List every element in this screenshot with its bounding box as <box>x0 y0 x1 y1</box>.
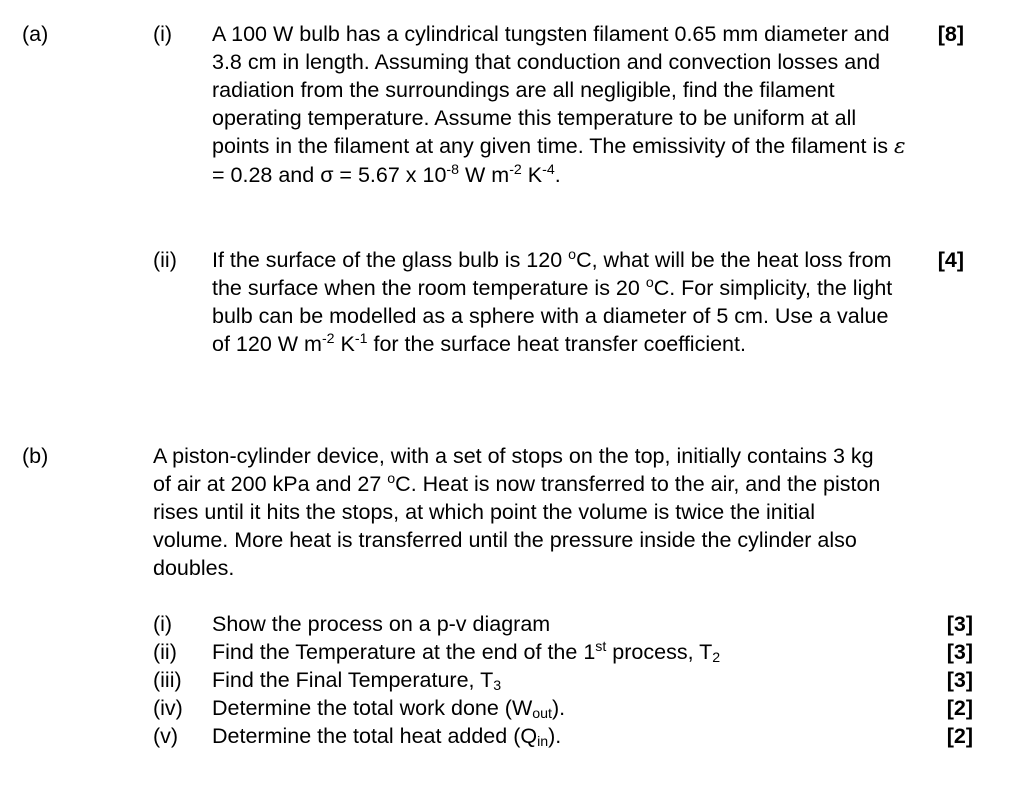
item-marks: [3] <box>946 612 973 636</box>
question-b-item <box>153 666 973 694</box>
item-number: (ii) <box>153 640 177 664</box>
epsilon-symbol: ε <box>893 134 906 159</box>
item-number: (iv) <box>153 696 183 720</box>
part-b-label: (b) <box>22 444 49 468</box>
question-a-i-text: A 100 W bulb has a cylindrical tungsten filament 0.65 mm diameter and 3.8 cm in length. Assuming that conduction and convection losses and radiation from the surroundings are all negligible, find the filament operating temperature. Assume this temperature to be uniform at all points in the filament at any given time. The emissivity of the filament is ε = 0.28 and σ = 5.67 x $10^{-8}$ W $m^{-2}$ $K^{-4}$. <box>212 22 906 187</box>
question-b-item <box>153 638 973 666</box>
item-marks: [2] <box>946 696 973 720</box>
question-b-item <box>153 694 973 722</box>
part-a-label: (a) <box>22 22 49 46</box>
question-a-i-marks: [8] <box>937 22 964 46</box>
question-b-item <box>153 722 973 750</box>
item-marks: [3] <box>946 668 973 692</box>
item-text: Find the Final Temperature, $T_3$ <box>212 668 502 694</box>
item-number: (iii) <box>153 668 182 692</box>
item-text: Find the Temperature at the end of the 1st process, $T_2$ <box>212 639 721 666</box>
item-marks: [2] <box>946 724 973 748</box>
question-a-ii-text: If the surface of the glass bulb is 120 $^o$C, what will be the heat loss from the surface when the room temperature is 20 $^o$C. For simplicity, the light bulb can be modelled as a sphere with a diameter of 5 cm. Use a value of 120 W $m^{-2}$ $K^{-1}$ for the surface heat transfer coefficient. <box>212 247 893 356</box>
question-a-ii-number: (ii) <box>153 248 177 272</box>
item-text: Determine the total heat added $(Q_{in})$. <box>212 724 562 750</box>
question-a-i-number: (i) <box>153 22 173 46</box>
item-text: Show the process on a p-v diagram <box>212 612 551 636</box>
question-b-item <box>153 610 973 638</box>
question-b-text: A piston-cylinder device, with a set of stops on the top, initially contains 3 kg of air at 200 kPa and 27 $^o$C. Heat is now transferred to the air, and the piston rises until it hits the stops, at which point the volume is twice the initial volume. More heat is transferred until the pressure inside the cylinder also doubles. <box>153 444 881 580</box>
question-a-ii-marks: [4] <box>937 248 964 272</box>
item-number: (i) <box>153 612 173 636</box>
item-number: (v) <box>153 724 179 748</box>
item-text: Determine the total work done $(W_{out})$. <box>212 696 566 722</box>
item-marks: [3] <box>946 640 973 664</box>
